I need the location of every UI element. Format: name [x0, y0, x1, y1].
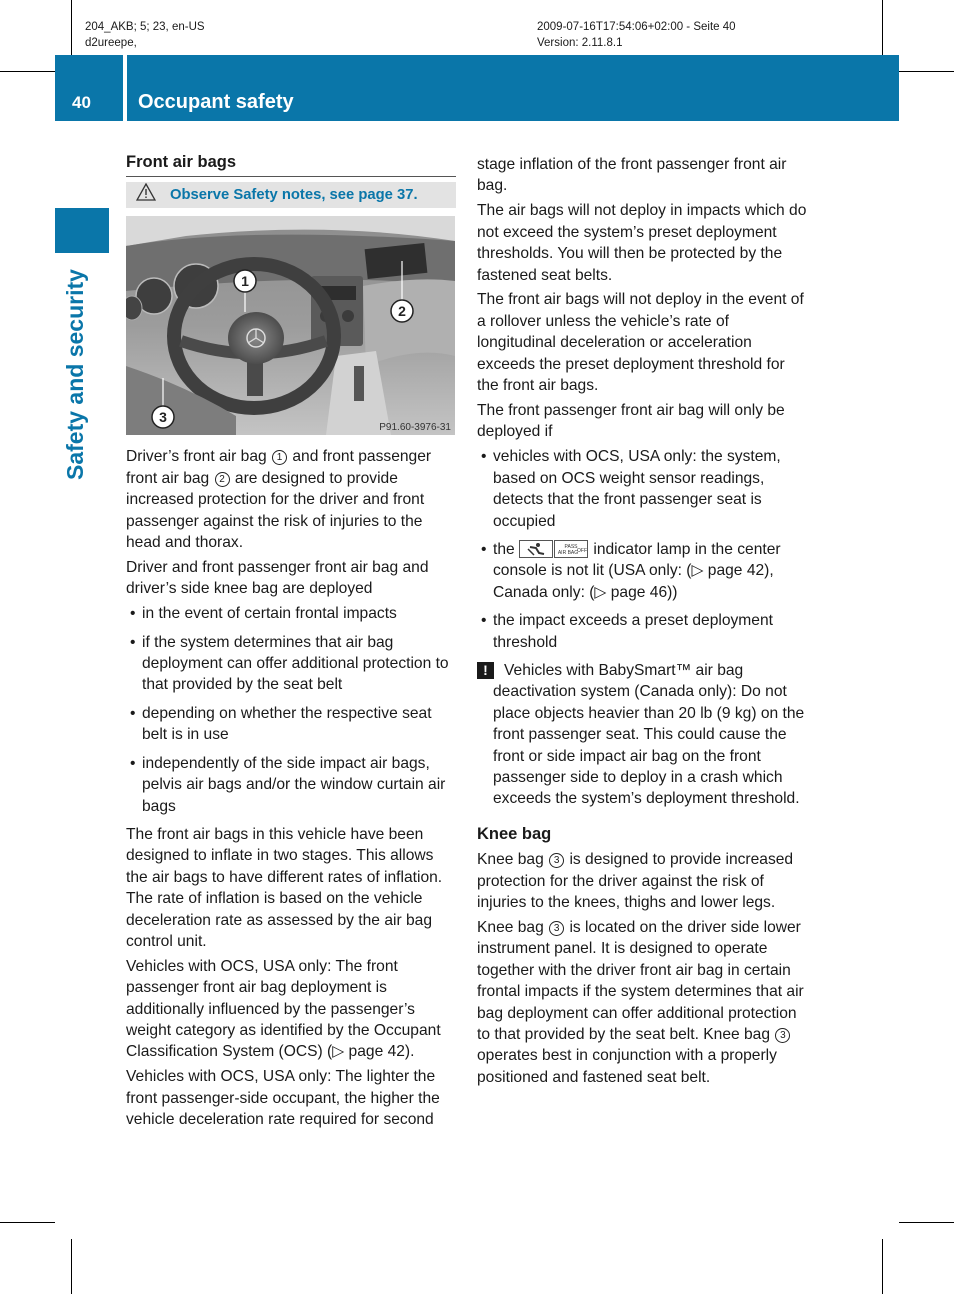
svg-text:PASS: PASS — [564, 543, 578, 550]
list-item-text: the — [493, 540, 520, 558]
dashboard-photo — [126, 216, 455, 435]
note-text: Vehicles with BabySmart™ air bag deactivation system (Canada only): Do not place objects heavier than 20 lb (9 kg) on the front passenger seat. This could cause the front or side impact air bag on the front passenger side to deploy in a crash which exceeds the system’s deployment threshold. — [493, 661, 805, 808]
callout-2-ref: 2 — [215, 472, 230, 487]
chapter-label: Safety and security — [62, 269, 88, 480]
callout-3-ref: 3 — [549, 853, 564, 868]
list-item-text: if the system determines that air bag deployment can offer additional protection to that provided by the seat belt — [142, 633, 449, 694]
deploy-conditions-list — [126, 603, 456, 817]
heading-front-air-bags: Front air bags — [126, 153, 237, 171]
text: is located on the driver side lower instrument panel. It is designed to operate together with the driver front air bag in certain frontal impacts if the system determines that air bag deployment can offer additional protection to that provided by the seat belt. Knee bag — [477, 918, 804, 1043]
left-column — [126, 152, 456, 1134]
bullet-icon: • — [130, 605, 136, 623]
print-meta-right — [537, 19, 736, 51]
right-column — [477, 154, 809, 1092]
meta-line: Version: 2.11.8.1 — [537, 37, 623, 49]
crop-mark — [899, 1222, 954, 1223]
list-item — [477, 610, 809, 653]
list-item — [126, 603, 456, 624]
callout-3-badge — [152, 406, 174, 428]
section-title: Occupant safety — [138, 91, 294, 113]
page-number: 40 — [72, 93, 91, 112]
paragraph: The front air bags in this vehicle have been designed to inflate in two stages. This allows the air bags to have different rates of inflation. The rate of inflation is based on the vehicle deceleration rate as assessed by the air bag control unit. — [126, 825, 443, 950]
warning-box — [126, 182, 456, 208]
list-item — [126, 632, 456, 696]
babysmart-note — [477, 660, 809, 810]
crop-mark — [899, 71, 954, 72]
meta-line: d2ureepe, — [85, 37, 137, 49]
text: Knee bag — [477, 851, 549, 869]
heading-rule — [126, 176, 456, 177]
bullet-icon: • — [130, 633, 136, 651]
warning-triangle-icon — [136, 183, 156, 207]
list-item-text: independently of the side impact air bags, pelvis air bags and/or the window curtain air bags — [142, 754, 446, 815]
header-divider — [123, 55, 127, 121]
list-item — [477, 446, 809, 532]
svg-text:OFF: OFF — [577, 547, 588, 554]
paragraph — [126, 446, 456, 553]
text: are designed to provide increased protection for the driver and front passenger against the risk of injuries to the head and thorax. — [126, 469, 425, 552]
crop-mark — [0, 71, 55, 72]
list-item-text: vehicles with OCS, USA only: the system, based on OCS weight sensor readings, detects that the front passenger seat is occupied — [493, 448, 781, 530]
paragraph: The air bags will not deploy in impacts which do not exceed the system’s preset deployment thresholds. You will then be protected by the fastened seat belts. — [477, 202, 807, 284]
meta-line: 204_AKB; 5; 23, en-US — [85, 21, 205, 33]
meta-line: 2009-07-16T17:54:06+02:00 - Seite 40 — [537, 21, 736, 33]
print-meta-left — [85, 19, 205, 51]
crop-mark — [71, 1239, 72, 1294]
text: Knee bag — [477, 918, 549, 936]
callout-1-badge — [234, 270, 256, 292]
paragraph: Vehicles with OCS, USA only: The front passenger front air bag deployment is additionally influenced by the passenger’s weight category as identified by the Occupant Classification System (OCS) (▷ page 42). — [126, 957, 441, 1061]
crop-mark — [0, 1222, 55, 1223]
exclamation-icon: ! — [477, 662, 494, 679]
callout-3-ref: 3 — [549, 921, 564, 936]
paragraph: The front passenger front air bag will only be deployed if — [477, 401, 785, 441]
callout-2-badge — [391, 300, 413, 322]
paragraph — [477, 917, 809, 1088]
paragraph: The front air bags will not deploy in the event of a rollover unless the vehicle’s rate of longitudinal deceleration or acceleration exceeds the preset deployment threshold for the front air bags. — [477, 291, 804, 395]
bullet-icon: • — [481, 612, 487, 630]
text: operates best in conjunction with a properly positioned and fastened seat belt. — [477, 1047, 777, 1086]
crop-mark — [882, 0, 883, 55]
passenger-seat-icon — [519, 540, 553, 558]
paragraph — [477, 849, 809, 913]
list-item — [126, 753, 456, 817]
bullet-icon: • — [130, 704, 136, 722]
paragraph: stage inflation of the front passenger front air bag. — [477, 156, 787, 195]
image-code: P91.60-3976-31 — [379, 422, 451, 434]
bullet-icon: • — [481, 448, 487, 466]
list-item — [477, 539, 809, 603]
passenger-deploy-list — [477, 446, 809, 653]
heading-knee-bag: Knee bag — [477, 824, 552, 843]
text: and front passenger front air bag — [126, 448, 432, 487]
list-item-text: the impact exceeds a preset deployment threshold — [493, 612, 773, 651]
callout-2: 2 — [398, 303, 406, 320]
callout-1: 1 — [241, 273, 249, 290]
list-item — [126, 703, 456, 746]
text: Driver’s front air bag — [126, 448, 272, 466]
warning-text: Observe Safety notes, see page 37. — [170, 186, 418, 203]
bullet-icon: • — [130, 754, 136, 772]
paragraph: Driver and front passenger front air bag and driver’s side knee bag are deployed — [126, 558, 429, 598]
callout-1-ref: 1 — [272, 450, 287, 465]
list-item-text: depending on whether the respective seat belt is in use — [142, 704, 432, 744]
callout-3-ref: 3 — [775, 1028, 790, 1043]
text: is designed to provide increased protection for the driver against the risk of injuries to the knees, thighs and lower legs. — [477, 851, 794, 911]
pass-air-bag-off-icon — [554, 540, 588, 558]
crop-mark — [882, 1239, 883, 1294]
bullet-icon: • — [481, 540, 487, 558]
paragraph: Vehicles with OCS, USA only: The lighter the front passenger-side occupant, the higher the vehicle deceleration rate required for second — [126, 1068, 440, 1129]
list-item-text: in the event of certain frontal impacts — [142, 605, 397, 623]
callout-3: 3 — [159, 409, 167, 426]
list-item-text: indicator lamp in the center console is not lit (USA only: (▷ page 42), Canada only: (▷ page 46)) — [493, 540, 781, 601]
svg-text:AIR BAG: AIR BAG — [557, 549, 579, 556]
